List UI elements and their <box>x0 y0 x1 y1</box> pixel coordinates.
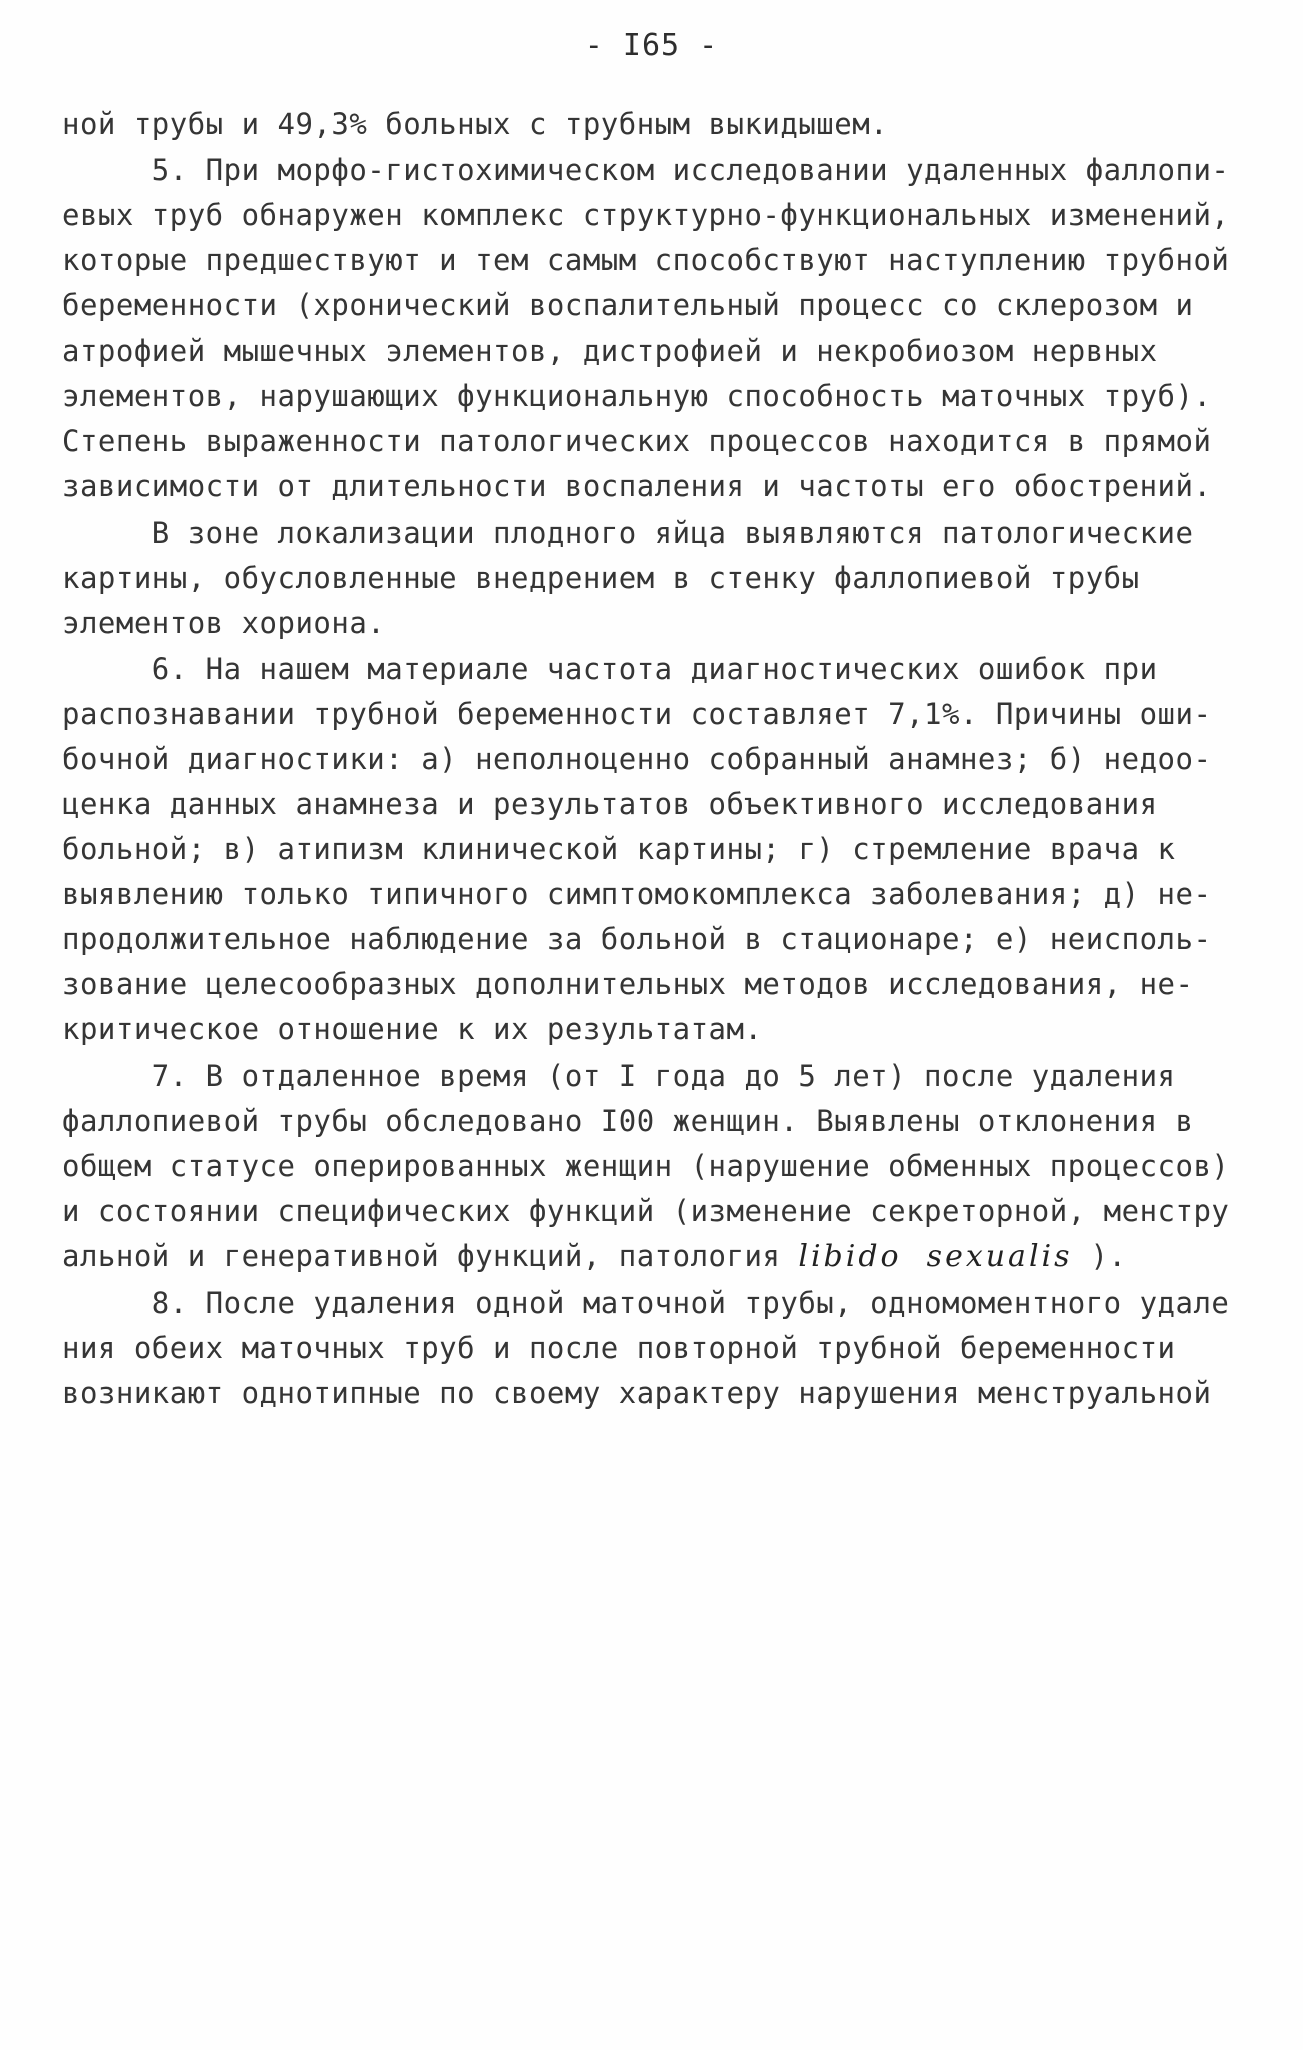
text-line: беременности (хронический воспалительный процесс со склерозом и <box>62 288 1194 322</box>
text-line: 5. При морфо-гистохимическом исследовании удаленных фаллопи- <box>62 153 1230 187</box>
text-line: зование целесообразных дополнительных методов исследования, не- <box>62 967 1194 1001</box>
text-line: элементов, нарушающих функциональную способность маточных труб). <box>62 379 1212 413</box>
typed-text: альной и генеративной функций, патология <box>62 1239 799 1273</box>
text-line: 7. В отдаленное время (от I года до 5 лет) после удаления <box>62 1059 1176 1093</box>
text-line: ценка данных анамнеза и результатов объективного исследования <box>62 787 1158 821</box>
text-line: критическое отношение к их результатам. <box>62 1012 763 1046</box>
text-line: возникают однотипные по своему характеру нарушения менструальной <box>62 1376 1212 1410</box>
text-line: бочной диагностики: а) неполноценно собранный анамнез; б) недоо- <box>62 742 1212 776</box>
text-line: атрофией мышечных элементов, дистрофией и некробиозом нервных <box>62 334 1158 368</box>
text-line: фаллопиевой трубы обследовано I00 женщин. Выявлены отклонения в <box>62 1104 1194 1138</box>
typed-text: ). <box>1072 1239 1127 1273</box>
text-line: В зоне локализации плодного яйца выявляются патологические <box>62 516 1194 550</box>
text-line: элементов хориона. <box>62 606 386 640</box>
text-line: выявлению только типичного симптомокомплекса заболевания; д) не- <box>62 877 1212 911</box>
text-line-with-handwriting <box>62 1236 1126 1277</box>
text-line: 6. На нашем материале частота диагностических ошибок при <box>62 652 1158 686</box>
text-line: ния обеих маточных труб и после повторной трубной беременности <box>62 1331 1176 1365</box>
text-line: общем статусе оперированных женщин (нарушение обменных процессов) <box>62 1149 1230 1183</box>
text-line: больной; в) атипизм клинической картины; г) стремление врача к <box>62 832 1176 866</box>
text-line: картины, обусловленные внедрением в стенку фаллопиевой трубы <box>62 561 1140 595</box>
text-line: продолжительное наблюдение за больной в стационаре; е) неисполь- <box>62 922 1212 956</box>
page-number: - I65 - <box>584 28 719 63</box>
handwritten-term: libido sexualis <box>798 1239 1073 1274</box>
text-line: ной трубы и 49,3% больных с трубным выкидышем. <box>62 107 889 141</box>
text-line: евых труб обнаружен комплекс структурно-функциональных изменений, <box>62 198 1230 232</box>
text-line: Степень выраженности патологических процессов находится в прямой <box>62 424 1212 458</box>
text-line: 8. После удаления одной маточной трубы, одномоментного удале <box>62 1286 1230 1320</box>
text-line: и состоянии специфических функций (изменение секреторной, менстру <box>62 1194 1230 1228</box>
text-line: зависимости от длительности воспаления и частоты его обострений. <box>62 469 1212 503</box>
text-line: которые предшествуют и тем самым способствуют наступлению трубной <box>62 243 1230 277</box>
text-line: распознавании трубной беременности составляет 7,1%. Причины оши- <box>62 697 1212 731</box>
